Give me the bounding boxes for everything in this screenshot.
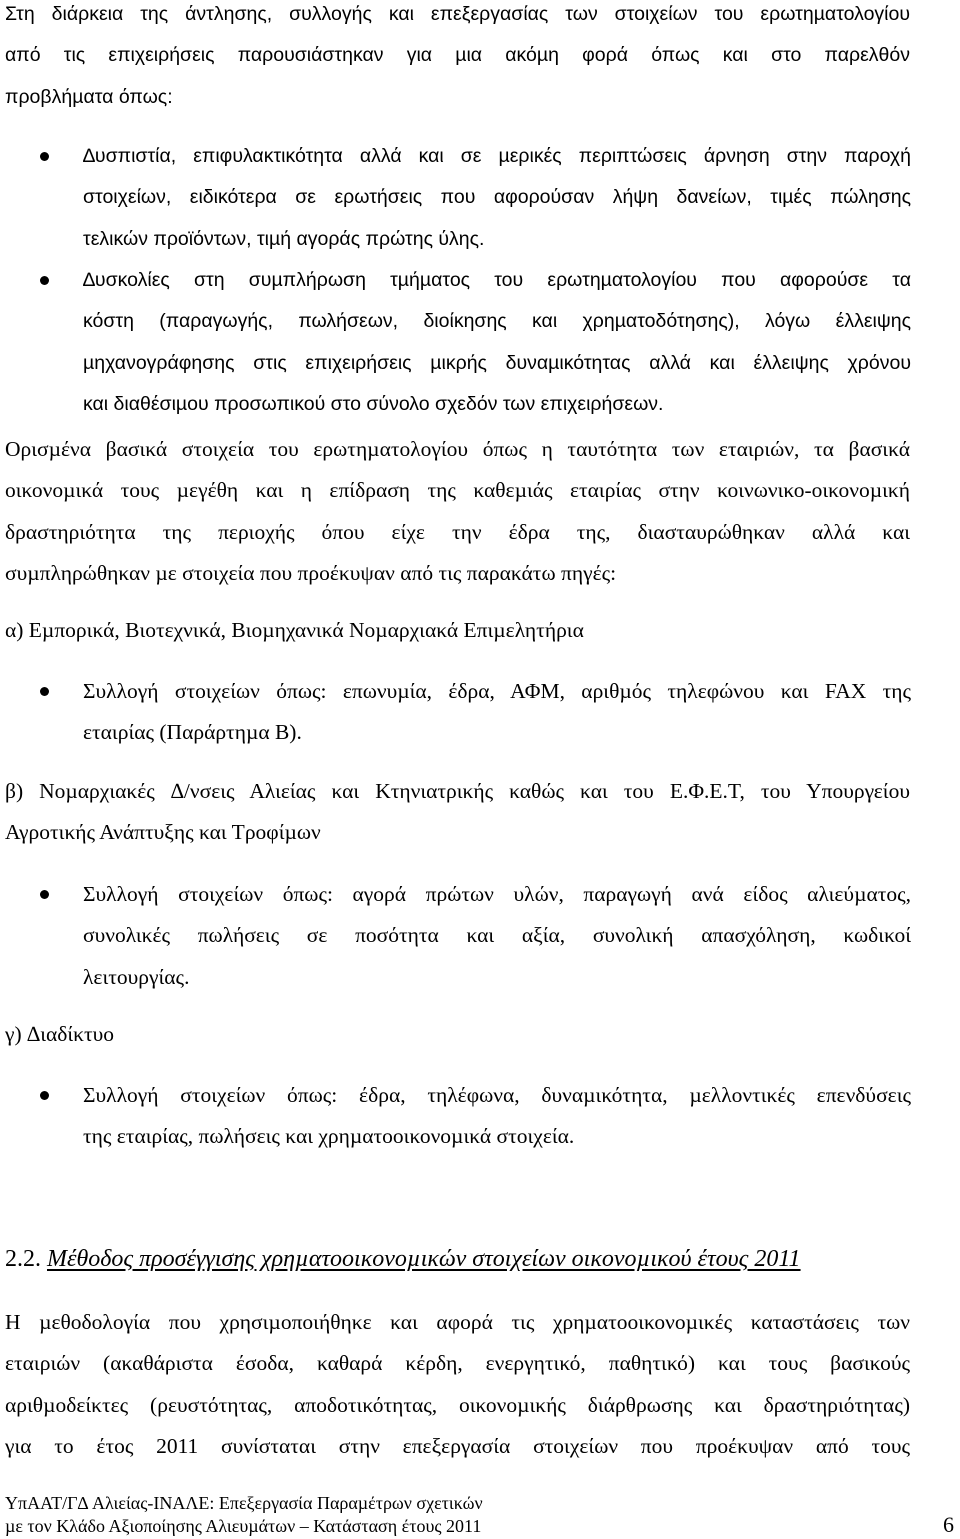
bullet-icon [40, 1091, 49, 1100]
bullet-line: Συλλογή στοιχείων όπως: επωνυµία, έδρα, ΑΦΜ, αριθµός τηλεφώνου και FAX της [83, 679, 911, 703]
section-number: 2.2. [5, 1246, 41, 1272]
bullet-line: ∆υσκολίες στη συµπλήρωση τµήµατος του ερωτηµατολογίου που αφορούσε τα [83, 269, 911, 291]
paragraph-line: δραστηριότητα της περιοχής όπου είχε την έδρα της, διασταυρώθηκαν αλλά και [5, 519, 910, 544]
bullet-icon [40, 276, 49, 285]
bullet-line: ∆υσπιστία, επιφυλακτικότητα αλλά και σε µερικές περιπτώσεις άρνηση στην παροχή [83, 145, 911, 167]
section-title: Μέθοδος προσέγγισης χρηµατοοικονοµικών στοιχείων οικονοµικού έτους 2011 [47, 1246, 801, 1272]
bullet-text [83, 136, 911, 260]
page-number: 6 [943, 1512, 954, 1537]
bullet-text [83, 1075, 911, 1158]
page-footer [5, 1492, 483, 1538]
footer-line-1: ΥπΑΑΤ/Γ∆ Αλιείας-ΙΝΑΛΕ: Επεξεργασία Παραµέτρων σχετικών [5, 1493, 483, 1513]
bullet-line: µηχανογράφησης στις επιχειρήσεις µικρής δυναµικότητας αλλά και έλλειψης χρόνου [83, 351, 911, 374]
bullet-line: της εταιρίας, πωλήσεις και χρηµατοοικονοµικά στοιχεία. [83, 1124, 575, 1149]
source-a-label: α) Εµπορικά, Βιοτεχνικά, Βιοµηχανικά Νοµαρχιακά Επιµελητήρια [5, 618, 584, 642]
bullet-icon [40, 890, 49, 899]
bullet-line: κόστη (παραγωγής, πωλήσεων, διοίκησης και χρηµατοδότησης), λόγω έλλειψης [83, 310, 911, 333]
bullet-text [83, 260, 911, 425]
source-b-label: β) Νοµαρχιακές ∆/νσεις Αλιείας και Κτηνιατρικής καθώς και του Ε.Φ.Ε.Τ, του Υπουργείου Αγροτικής Ανάπτυξης και Τροφίµων [5, 779, 910, 845]
method-paragraph [5, 1302, 910, 1467]
intro-line: προβλήµατα όπως: [5, 85, 173, 108]
bullet-line: εταιρίας (Παράρτηµα Β). [83, 720, 302, 745]
bullet-line: συνολικές πωλήσεις σε ποσότητα και αξία, συνολική απασχόληση, κωδικοί [83, 923, 911, 948]
source-c-label: γ) ∆ιαδίκτυο [5, 1022, 115, 1046]
paragraph-line: οικονοµικά τους µεγέθη και η επίδραση της καθεµιάς εταιρίας στην κοινωνικο-οικονοµική [5, 478, 910, 503]
bullet-line: τελικών προϊόντων, τιµή αγοράς πρώτης ύλης. [83, 227, 485, 250]
paragraph-line: αριθµοδείκτες (ρευστότητας, αποδοτικότητας, οικονοµικής διάρθρωσης και δραστηριότητας) [5, 1392, 910, 1417]
paragraph-line: για το έτος 2011 συνίσταται στην επεξεργασία στοιχείων που προέκυψαν από τους [5, 1433, 910, 1458]
paragraph-line: Η µεθοδολογία που χρησιµοποιήθηκε και αφορά τις χρηµατοοικονοµικές καταστάσεις των [5, 1310, 910, 1334]
paragraph-line: εταιριών (ακαθάριστα έσοδα, καθαρά κέρδη, ενεργητικό, παθητικό) και τους βασικούς [5, 1351, 910, 1376]
intro-paragraph [5, 0, 910, 118]
bullet-text [83, 671, 911, 754]
footer-line-2: µε τον Κλάδο Αξιοποίησης Αλιευµάτων – Κατάσταση έτους 2011 [5, 1516, 482, 1536]
bullet-line: στοιχείων, ειδικότερα σε ερωτήσεις που αφορούσαν λήψη δανείων, τιµές πώλησης [83, 186, 911, 209]
sources-intro-paragraph [5, 429, 910, 594]
bullet-line: Συλλογή στοιχείων όπως: αγορά πρώτων υλών, παραγωγή ανά είδος αλιεύµατος, [83, 882, 911, 906]
paragraph-line: Ορισµένα βασικά στοιχεία του ερωτηµατολογίου όπως η ταυτότητα των εταιριών, τα βασικά [5, 437, 910, 461]
bullet-line: λειτουργίας. [83, 964, 190, 989]
bullet-line: και διαθέσιµου προσωπικού στο σύνολο σχεδόν των επιχειρήσεων. [83, 392, 664, 415]
section-heading [5, 1243, 801, 1275]
bullet-text [83, 874, 911, 998]
bullet-icon [40, 152, 49, 161]
bullet-icon [40, 687, 49, 696]
bullet-line: Συλλογή στοιχείων όπως: έδρα, τηλέφωνα, δυναµικότητα, µελλοντικές επενδύσεις [83, 1083, 911, 1107]
paragraph-line: συµπληρώθηκαν µε στοιχεία που προέκυψαν από τις παρακάτω πηγές: [5, 560, 617, 585]
intro-line: Στη διάρκεια της άντλησης, συλλογής και επεξεργασίας των στοιχείων του ερωτηµατολογίου [5, 3, 910, 25]
intro-line: από τις επιχειρήσεις παρουσιάστηκαν για µια ακόµη φορά όπως και στο παρελθόν [5, 44, 910, 67]
